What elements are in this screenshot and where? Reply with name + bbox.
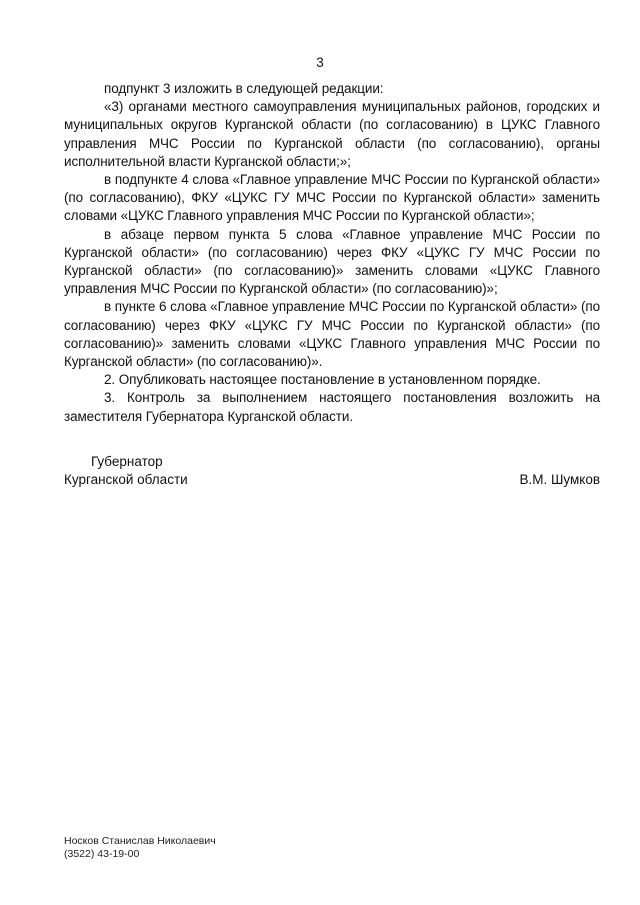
paragraph: подпункт 3 изложить в следующей редакции: [104, 81, 384, 96]
signatory-title-line: Курганской области [64, 472, 188, 487]
paragraph: 2. Опубликовать настоящее постановление в установленном порядке. [104, 372, 541, 388]
paragraph: «3) органами местного самоуправления муниципальных районов, городских и муниципальных округов Курганской области (по согласованию) в ЦУКС Главного управления МЧС России по Курганской области (по согласованию), органы исполнительной власти Курганской области;»; [64, 99, 600, 169]
paragraph: в подпункте 4 слова «Главное управление МЧС России по Курганской области» (по согласованию), ФКУ «ЦУКС ГУ МЧС России по Курганской области» заменить словами «ЦУКС Главного управления МЧС России по Курганской области»; [64, 172, 600, 224]
signatory-name: В.М. Шумков [519, 472, 600, 487]
executor-name: Носков Станислав Николаевич [64, 835, 216, 847]
signatory-title-line: Губернатор [91, 454, 163, 469]
page-number: 3 [316, 55, 324, 70]
document-body [64, 80, 600, 426]
signature-block [64, 453, 600, 489]
paragraph: в пункте 6 слова «Главное управление МЧС России по Курганской области» (по согласованию) через ФКУ «ЦУКС ГУ МЧС России по Курганской области» (по согласованию)» заменить словами «ЦУКС Главного управления МЧС России по Курганской области» (по согласованию)». [64, 299, 600, 370]
paragraph: в абзаце первом пункта 5 слова «Главное управление МЧС России по Курганской области» (по согласованию) через ФКУ «ЦУКС ГУ МЧС России по Курганской области» (по согласованию)» заменить словами «ЦУКС Главного управления МЧС России по Курганской области» (по согласованию)»; [64, 226, 600, 297]
paragraph: 3. Контроль за выполнением настоящего постановления возложить на заместителя Губернатора Курганской области. [64, 390, 600, 424]
executor-phone: (3522) 43-19-00 [64, 848, 140, 860]
executor-footer [64, 835, 216, 861]
